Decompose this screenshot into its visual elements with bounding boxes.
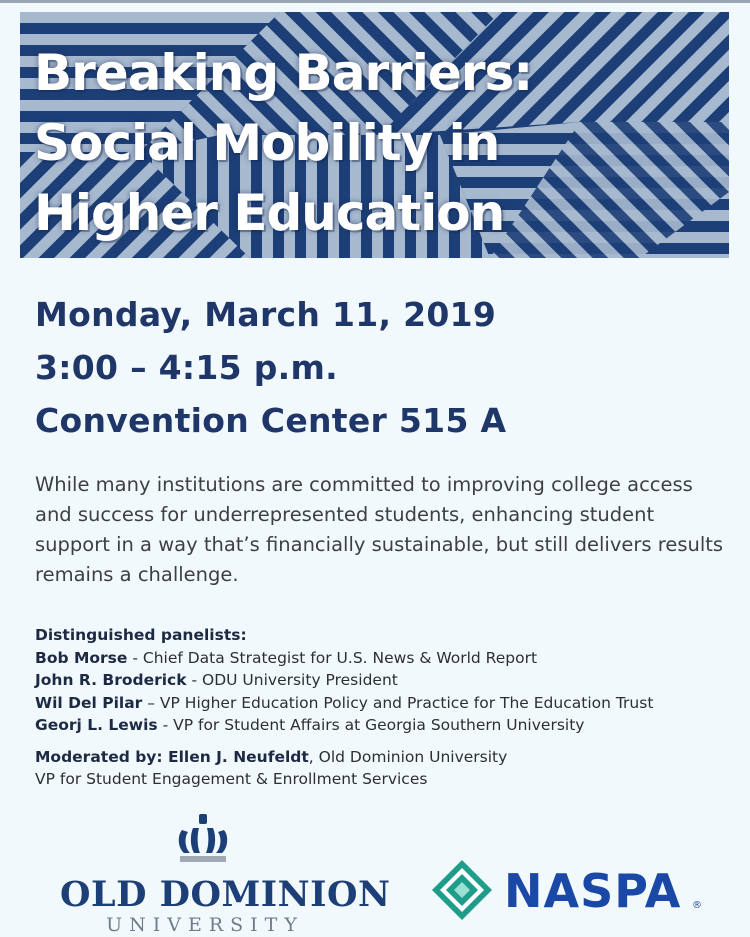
crown-icon	[172, 812, 234, 864]
panelists-heading: Distinguished panelists:	[35, 626, 247, 644]
panelist-item	[35, 669, 735, 692]
panelist-role: VP for Student Affairs at Georgia Southern University	[173, 716, 585, 734]
event-title: Breaking Barriers: Social Mobility in Higher Education	[34, 44, 533, 242]
moderator-label: Moderated by: Ellen J. Neufeldt	[35, 747, 309, 766]
panelist-item	[35, 692, 735, 715]
event-time: 3:00 – 4:15 p.m.	[35, 348, 339, 387]
naspa-logo	[430, 858, 720, 928]
panelists-section	[35, 624, 735, 791]
panelist-separator: -	[186, 671, 203, 689]
panelist-name: Wil Del Pilar	[35, 693, 143, 712]
event-date: Monday, March 11, 2019	[35, 295, 497, 334]
panelist-name: Georj L. Lewis	[35, 716, 158, 734]
panelist-name: Bob Morse	[35, 648, 128, 667]
moderator-affiliation: , Old Dominion University	[308, 747, 508, 766]
top-rule	[0, 0, 750, 3]
panelist-item	[35, 647, 735, 670]
panelist-separator: –	[142, 693, 160, 712]
moderator-line	[35, 746, 735, 769]
title-banner	[20, 12, 729, 258]
old-dominion-logo	[60, 812, 391, 937]
registered-mark: ®	[692, 900, 702, 911]
diamond-logo-icon	[430, 858, 494, 922]
event-details	[35, 288, 506, 447]
event-location: Convention Center 515 A	[35, 401, 507, 440]
panelist-item	[35, 714, 735, 737]
panelist-role: Chief Data Strategist for U.S. News & World Report	[142, 648, 538, 667]
odu-university-label: UNIVERSITY	[106, 914, 304, 936]
panelist-separator: -	[127, 648, 143, 667]
naspa-wordmark: NASPA	[504, 864, 682, 918]
panelist-separator: -	[157, 716, 174, 734]
moderator-title: VP for Student Engagement & Enrollment Services	[35, 770, 428, 788]
panelist-role: VP Higher Education Policy and Practice for The Education Trust	[159, 693, 654, 712]
panelist-name: John R. Broderick	[35, 671, 187, 689]
panelist-role: ODU University President	[202, 671, 398, 689]
event-description: While many institutions are committed to improving college access and success for underrepresented students, enhancing student support in a way that’s financially sustainable, but still delivers results remains a challenge.	[35, 473, 724, 586]
odu-wordmark: OLD DOMINION	[60, 874, 391, 915]
